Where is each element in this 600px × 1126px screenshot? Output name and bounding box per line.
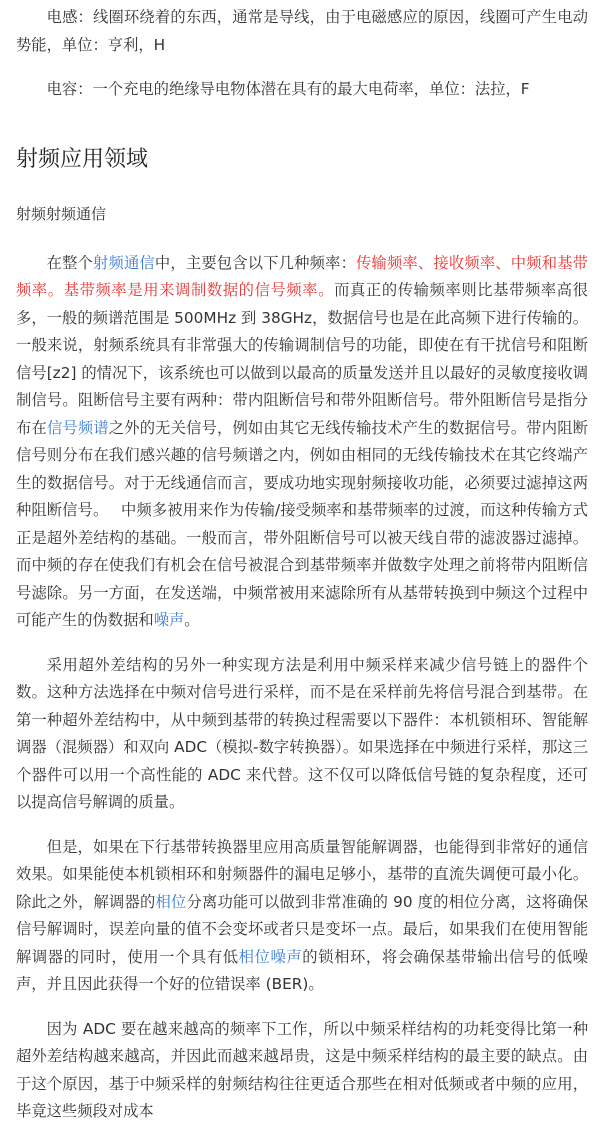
inline-link[interactable]: 噪声 <box>153 611 185 629</box>
paragraph-text: 分离功能可以做到非常准确的 90 度的相位分离，这将确保信号解调时，误差向量的值不会变坏或者只是变坏一点。最后，如果我们在使用智能解调器的同时，使用一个具有低 <box>16 892 588 966</box>
inline-link[interactable]: 相位 <box>155 892 187 911</box>
section-body <box>16 250 588 1126</box>
paragraph-text: 电容：一个充电的绝缘导电物体潜在具有的最大电荷率，单位：法拉，F <box>46 80 530 98</box>
section-heading: 射频应用领域 <box>16 146 149 172</box>
paragraph <box>16 76 588 104</box>
paragraph-text: 电感：线圈环绕着的东西，通常是导线，由于电磁感应的原因，线圈可产生电动势能，单位：亨利，H <box>16 8 588 54</box>
paragraph <box>16 834 588 999</box>
paragraph-text: 。 <box>184 611 200 629</box>
paragraph <box>16 0 588 59</box>
paragraph <box>16 652 588 817</box>
paragraph-text: 在整个 <box>46 253 94 272</box>
paragraph <box>16 250 588 635</box>
paragraph-text: 采用超外差结构的另外一种实现方法是利用中频采样来减少信号链上的器件个数。这种方法选择在中频对信号进行采样，而不是在采样前先将信号混合到基带。在第一种超外差结构中，从中频到基带的转换过程需要以下器件：本机锁相环、智能解调器（混频器）和双向 ADC（模拟-数字转换器）。如果选择在中频进行采样，那这三个器件可以用一个高性能的 ADC 来代替。这不仅可以降低信号链的复杂程度，还可以提高信号解调的质量。 <box>16 655 588 811</box>
paragraph-text: 因为 ADC 要在越来越高的频率下工作，所以中频采样结构的功耗变得比第一种超外差结构越来越高，并因此而越来越昂贵，这是中频采样结构的最主要的缺点。由于这个原因，基于中频采样的射频结构往往更适合那些在相对低频或者中频的应用，毕竟这些频段对成本 <box>16 1019 588 1120</box>
intro-section <box>16 0 588 104</box>
paragraph-text: 但是，如果在下行基带转换器里应用高质量智能解调器，也能得到非常好的通信效果。如果能使本机锁相环和射频器件的漏电足够小，基带的直流失调便可最小化。除此之外，解调器的 <box>16 837 588 911</box>
inline-link[interactable]: 相位噪声 <box>238 947 303 966</box>
inline-link[interactable]: 信号频谱 <box>46 418 109 437</box>
paragraph-text: 之外的无关信号，例如由其它无线传输技术产生的数据信号。带内阻断信号则分布在我们感兴趣的信号频谱之内，例如由相同的无线传输技术在其它终端产生的数据信号。对于无线通信而言，要成功地实现射频接收功能，必须要过滤掉这两种阻断信号。 中频多被用来作为传输/接受频率和基带频率的过渡，而这种传输方式正是超外差结构的基础。一般而言，带外阻断信号可以被天线自带的滤波器过滤掉。而中频的存在使我们有机会在信号被混合到基带频率并做数字处理之前将带内阻断信号滤除。另一方面，在发送端，中频常被用来滤除所有从基带转换到中频这个过程中可能产生的伪数据和 <box>16 418 588 629</box>
paragraph-text: 中，主要包含以下几种频率： <box>154 253 357 272</box>
inline-link[interactable]: 射频通信 <box>93 253 155 272</box>
highlighted-text: 传输频率、接收频率、中频和基带频率。基带频率是用来调制数据的信号频率。 <box>16 253 588 299</box>
subsection-title: 射频射频通信 <box>16 204 107 223</box>
paragraph-text: 而真正的传输频率则比基带频率高很多，一般的频谱范围是 500MHz 到 38GHz，数据信号也是在此高频下进行传输的。一般来说，射频系统具有非常强大的传输调制信号的功能，即使在有干扰信号和阻断信号[z2] 的情况下，该系统也可以做到以最高的质量发送并且以最好的灵敏度接收调制信号。阻断信号主要有两种：带内阻断信号和带外阻断信号。带外阻断信号是指分布在 <box>16 281 588 437</box>
paragraph <box>16 1016 588 1126</box>
paragraph-text: 的锁相环，将会确保基带输出信号的低噪声，并且因此获得一个好的位错误率 (BER)。 <box>16 947 588 993</box>
